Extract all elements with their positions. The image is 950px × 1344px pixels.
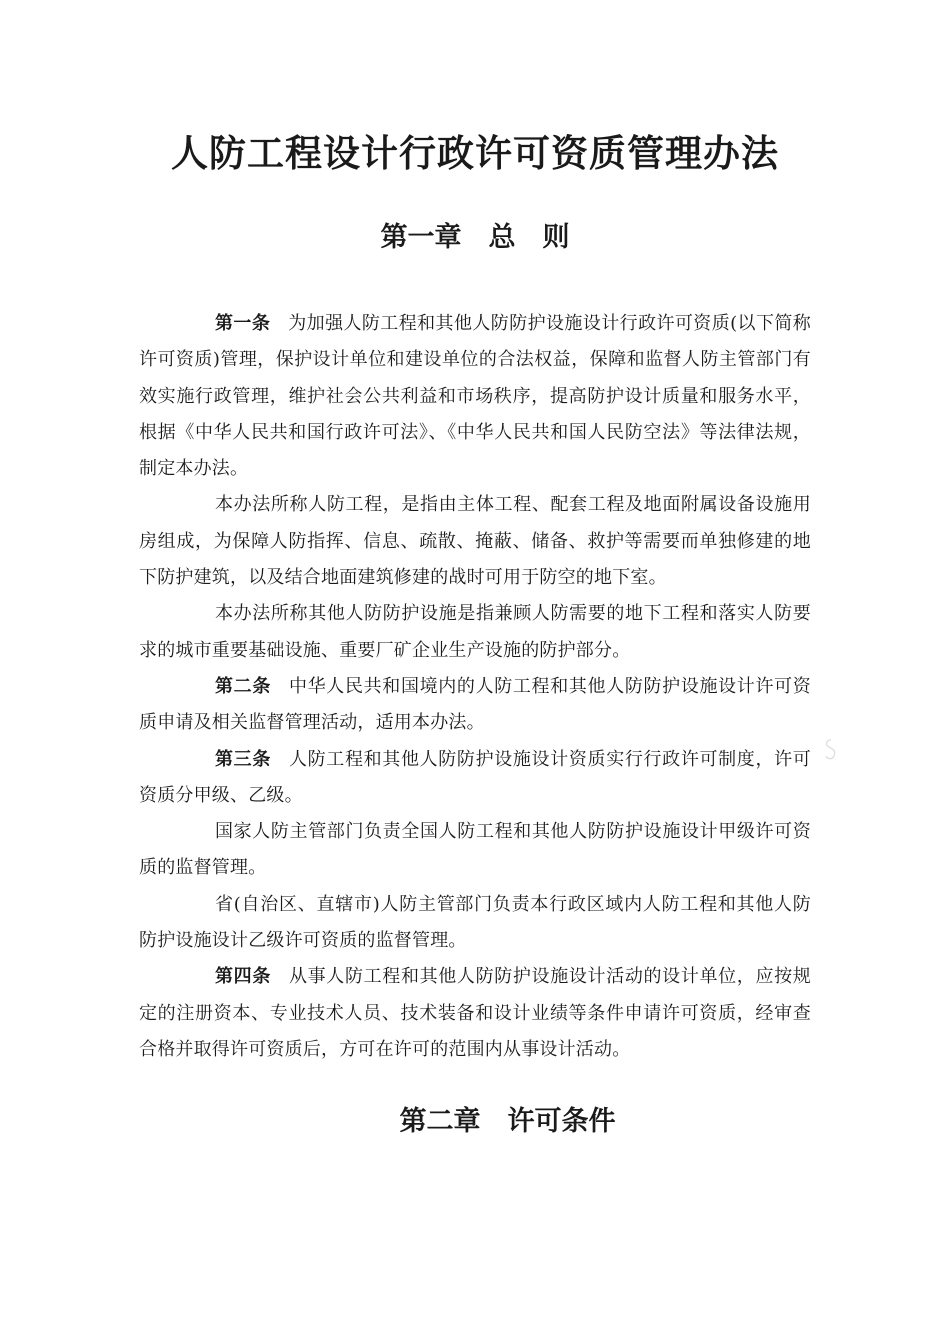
- article-label: 第三条: [215, 748, 271, 770]
- article-4-paragraph: [139, 959, 811, 1068]
- article-3-paragraph-2: [139, 814, 811, 887]
- chapter-1-body: [139, 306, 811, 1068]
- paragraph-text: 国家人防主管部门负责全国人防工程和其他人防防护设施设计甲级许可资质的监督管理。: [139, 821, 811, 879]
- paragraph-text: 为加强人防工程和其他人防防护设施设计行政许可资质(以下简称许可资质)管理，保护设计单位和建设单位的合法权益，保障和监督人防主管部门有效实施行政管理，维护社会公共利益和市场秩序，提高防护设计质量和服务水平，根据《中华人民共和国行政许可法》、《中华人民共和国人民防空法》等法律法规，制定本办法。: [139, 313, 811, 480]
- article-label: 第一条: [215, 313, 271, 334]
- article-1-paragraph-2: [139, 487, 811, 596]
- paragraph-text: 本办法所称其他人防防护设施是指兼顾人防需要的地下工程和落实人防要求的城市重要基础设施、重要厂矿企业生产设施的防护部分。: [139, 603, 811, 661]
- chapter-1-heading: 第一章 总 则: [380, 222, 570, 253]
- paragraph-text: 从事人防工程和其他人防防护设施设计活动的设计单位，应按规定的注册资本、专业技术人员、技术装备和设计业绩等条件申请许可资质，经审查合格并取得许可资质后，方可在许可的范围内从事设计活动。: [139, 966, 811, 1060]
- article-2-paragraph: [139, 669, 811, 742]
- article-1-paragraph-3: [139, 596, 811, 669]
- paragraph-text: 中华人民共和国境内的人防工程和其他人防防护设施设计许可资质申请及相关监督管理活动，适用本办法。: [139, 675, 811, 734]
- paragraph-text: 人防工程和其他人防防护设施设计资质实行行政许可制度，许可资质分甲级、乙级。: [139, 748, 811, 806]
- chapter-2-heading: 第二章 许可条件: [399, 1106, 616, 1137]
- paragraph-text: 本办法所称人防工程，是指由主体工程、配套工程及地面附属设备设施用房组成，为保障人防指挥、信息、疏散、掩蔽、储备、救护等需要而单独修建的地下防护建筑，以及结合地面建筑修建的战时可用于防空的地下室。: [139, 494, 811, 589]
- article-3-paragraph-3: [139, 887, 811, 960]
- article-label: 第四条: [215, 966, 271, 988]
- watermark-icon: [822, 738, 840, 762]
- article-1-paragraph: [139, 306, 811, 487]
- paragraph-text: 省(自治区、直辖市)人防主管部门负责本行政区域内人防工程和其他人防防护设施设计乙级许可资质的监督管理。: [139, 893, 811, 952]
- article-label: 第二条: [215, 675, 271, 697]
- document-title: 人防工程设计行政许可资质管理办法: [171, 131, 779, 175]
- article-3-paragraph: [139, 742, 811, 815]
